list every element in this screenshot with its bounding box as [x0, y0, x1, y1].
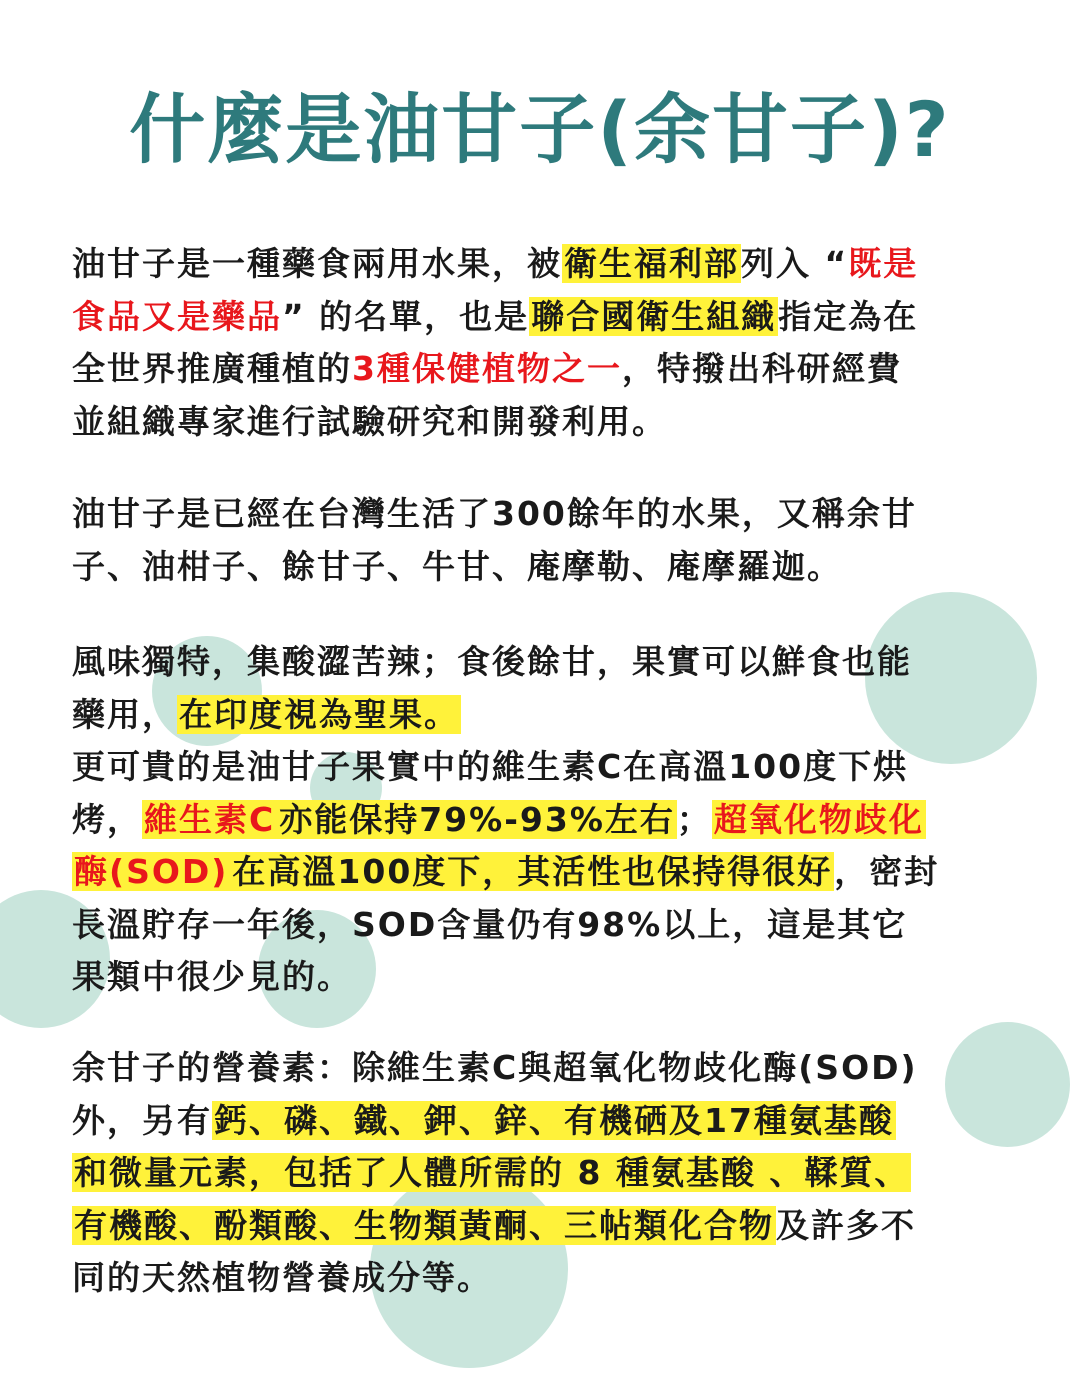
- text-segment: 油甘子是已經在台灣生活了300餘年的水果，又稱余甘: [72, 494, 917, 533]
- text-line: [72, 488, 1012, 541]
- highlighted-text: 聯合國衛生組織: [531, 296, 777, 336]
- text-segment: 風味獨特，集酸澀苦辣；食後餘甘，果實可以鮮食也能: [72, 642, 912, 681]
- paragraph-1: [72, 238, 1012, 448]
- text-segment: 余甘子的營養素：除維生素C與超氧化物歧化酶(SOD): [72, 1048, 918, 1087]
- text-line: [72, 794, 1012, 847]
- highlighted-text: 和微量元素，包括了人體所需的 8 種氨基酸 、鞣質、: [74, 1153, 910, 1192]
- text-segment: 全世界推廣種植的: [72, 349, 352, 388]
- text-line: [72, 1252, 1012, 1305]
- text-line: [72, 343, 1012, 396]
- emphasis-text: 食品又是藥品: [72, 296, 282, 336]
- text-line: [72, 846, 1012, 899]
- highlighted-text: 在印度視為聖果。: [179, 694, 459, 734]
- text-segment: 長溫貯存一年後，SOD含量仍有98%以上，這是其它: [72, 904, 908, 944]
- text-line: [72, 951, 1012, 1004]
- highlighted-text: 有機酸、酚類酸、生物類黃酮、三帖類化合物: [74, 1205, 774, 1245]
- text-line: [72, 741, 1012, 794]
- text-line: [72, 1095, 1012, 1148]
- text-line: [72, 1042, 1012, 1095]
- paragraph-4: [72, 1042, 1012, 1305]
- text-segment: 藥用，: [72, 694, 177, 734]
- text-segment: 指定為在: [778, 296, 919, 336]
- paragraph-2: [72, 488, 1012, 593]
- text-segment: 更可貴的是油甘子果實中的維生素C在高溫100度下烘: [72, 747, 909, 786]
- emphasis-text: 既是: [848, 244, 919, 283]
- text-segment: ，特撥出科研經費: [621, 349, 902, 388]
- highlighted-text: 在高溫100度下，其活性也保持得很好: [232, 852, 833, 891]
- text-segment: ；: [676, 799, 712, 839]
- text-segment: 果類中很少見的。: [72, 957, 352, 996]
- text-segment: 油甘子是一種藥食兩用水果，被: [72, 244, 562, 283]
- text-segment: 及許多不: [776, 1205, 916, 1245]
- text-line: [72, 541, 1012, 594]
- text-segment: 外，另有: [72, 1100, 212, 1140]
- highlighted-emphasis-text: 維生素C: [144, 799, 276, 839]
- text-line: [72, 396, 1012, 449]
- text-segment: ” 的名單，也是: [282, 296, 530, 336]
- page-title: 什麼是油甘子(余甘子)?: [129, 85, 951, 174]
- highlighted-text: 衛生福利部: [564, 244, 739, 283]
- text-line: [72, 238, 1012, 291]
- text-segment: 列入 “: [741, 244, 849, 283]
- text-line: [72, 291, 1012, 344]
- highlighted-text: 鈣、磷、鐵、鉀、鋅、有機硒及17種氨基酸: [214, 1100, 894, 1140]
- highlighted-emphasis-text: 酶(SOD): [74, 852, 229, 891]
- text-segment: 子、油柑子、餘甘子、牛甘、庵摩勒、庵摩羅迦。: [72, 546, 842, 586]
- text-segment: ，密封: [834, 852, 940, 891]
- text-line: [72, 689, 1012, 742]
- text-segment: 同的天然植物營養成分等。: [72, 1258, 492, 1297]
- paragraph-3: [72, 636, 1012, 1004]
- highlighted-text: 亦能保持79%-93%左右: [279, 799, 675, 839]
- text-segment: 並組織專家進行試驗研究和開發利用。: [72, 401, 667, 441]
- text-line: [72, 1200, 1012, 1253]
- text-line: [72, 636, 1012, 689]
- highlighted-emphasis-text: 超氧化物歧化: [713, 799, 924, 839]
- text-line: [72, 1147, 1012, 1200]
- emphasis-text: 3種保健植物之一: [352, 349, 622, 388]
- text-line: [72, 899, 1012, 952]
- text-segment: 烤，: [72, 799, 142, 839]
